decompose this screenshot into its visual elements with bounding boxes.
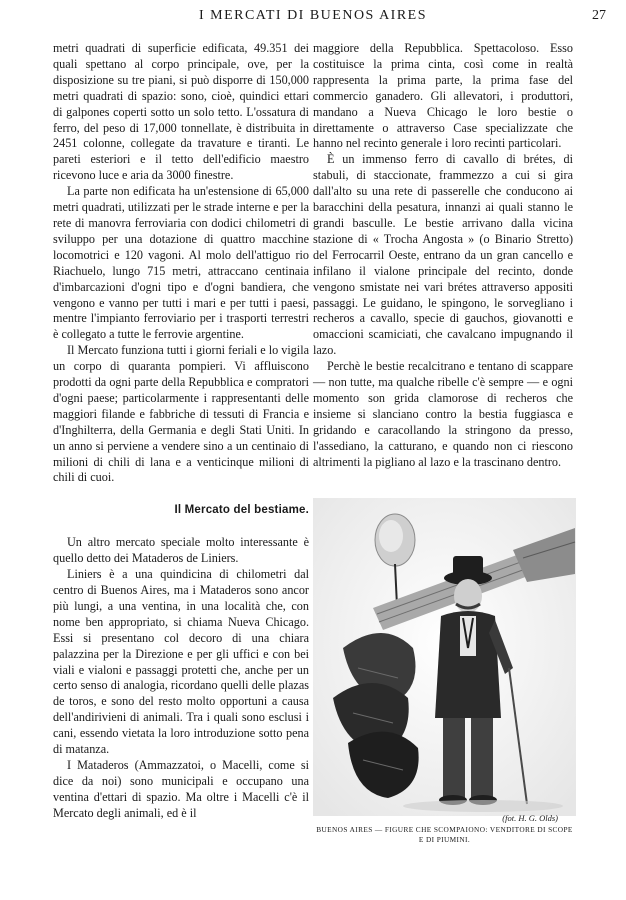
caption-line: E DI PIUMINI. — [418, 835, 471, 844]
paragraph: La parte non edificata ha un'estensione di 65,000 metri quadrati, utilizzati per le strade interne e per la rete di manovra ferroviaria con dodici chilometri di sviluppo per una dotazione di quattro macchine locomotrici e 120 vagoni. Al molo dell'attiguo rio Riachuelo, lungo 715 metri, attraccano centinaia d'imbarcazioni d'ogni tipo e d'ogni bandiera, che vengono e vanno per tutti i mari e per tutti i paesi, mentre l'impianto ferroviario per i trasporti terrestri è collegato a tutte le ferrovie argentine. — [53, 184, 309, 342]
section-heading: Il Mercato del bestiame. — [174, 504, 309, 517]
running-title: I MERCATI DI BUENOS AIRES — [198, 8, 428, 23]
running-header — [0, 8, 626, 30]
left-column — [53, 41, 309, 822]
paragraph: È un immenso ferro di cavallo di brétes, di stabuli, di staccionate, frammezzo a cui si gira dall'alto su una rete di passerelle che conducono ai baracchini della pesatura, innanzi ai quali stanno le grandi basculle. Le bestie arrivano dalla vicina stazione di « Trocha Angosta » (o Binario Stretto) del Ferrocarril Oeste, entrano da un gran cancello e infilano il vialone principale del recinto, donde vengono smistate nei vari brétes attraverso appositi passaggi. Le guidano, le spingono, le sorvegliano i recheros a cavallo, specie di gauchos, giovanotti e omaccioni scamiciati, che cavalcano impugnando il lazo. — [313, 152, 573, 358]
page-number: 27 — [592, 8, 606, 23]
figure-caption — [313, 825, 576, 845]
paragraph: Perchè le bestie recalcitrano e tentano di scappare — non tutte, ma qualche ribelle c'è sempre — e ogni momento son grida clamorose di recheros che insieme si slanciano contro la bestia fuggiasca e gridando e caracollando la stringono da presso, l'assediano, la catturano, e quando non ci riescono altrimenti la pigliano al lazo e la trascinano dentro. — [313, 359, 573, 469]
paragraph: I Mataderos (Ammazzatoi, o Macelli, come si dice da noi) sono municipali e occupano una ventina d'ettari di spazio. Ma oltre i Macelli c'è il Mercato degli animali, ed è il — [53, 757, 309, 820]
paragraph: maggiore della Repubblica. Spettacoloso. Esso costituisce la prima cinta, così come in realtà rappresenta la prima parte, la prima fase del commercio ganadero. Gli allevatori, i produttori, mandano a Nueva Chicago le loro bestie o direttamente o attraverso Case specializzate che hanno nel recinto generale i loro recinti particolari. — [313, 41, 573, 151]
paragraph: Liniers è a una quindicina di chilometri dal centro di Buenos Aires, ma i Mataderos sono ancor più lungi, a una ventina, in una località che, con nome ben appropriato, si chiama Nueva Chicago. Essi si presentano col decoro di una chiara palazzina per la Direzione e per gli uffici e con bei viali e vialoni e passaggi protetti che, anche per un certo senso di analogia, ricordano quelli delle plazas de toros, e sono del resto molto opportuni a causa dell'andirivieni di animali. Tra i quali sono esclusi i cani, essendo vietata la loro introduzione sotto pena di matanza. — [53, 567, 309, 757]
photo-credit: (fot. H. G. Olds) — [502, 813, 558, 823]
paragraph: metri quadrati di superficie edificata, 49.351 dei quali spettano al corpo principale, ove, per la disposizione su tre piani, si può disporre di 150,000 metri quadrati di spazio: sono, cioè, quindici ettari di galpones coperti sotto un solo tetto. L'ossatura di ferro, del peso di 17,000 tonnellate, è distribuita in 2451 colonne, collegate da travature e tiranti. Le pareti esteriori e il tetto dell'edificio maestro ricevono luce e aria da 3000 finestre. — [53, 41, 309, 183]
caption-line: BUENOS AIRES — FIGURE CHE SCOMPAIONO: VENDITORE DI SCOPE — [316, 825, 573, 834]
paragraph: Un altro mercato speciale molto interessante è quello detto dei Mataderos de Liniers. — [53, 535, 309, 566]
figure — [313, 498, 576, 853]
photo-broom-seller — [313, 498, 576, 816]
photo-illustration — [313, 498, 576, 816]
right-column — [313, 41, 573, 470]
paragraph: Il Mercato funziona tutti i giorni feriali e lo vigila un corpo di quaranta pompieri. Vi affluiscono prodotti da ogni parte della Repubblica e compratori d'ogni paese; particolarmente i rappresentanti delle maggiori filande e fabbriche di tessuti di Francia e d'Inghilterra, della Germania e degli Stati Uniti. In un anno si perviene a vendere sino a un centinaio di milioni di chili di lana e a venticinque milioni di chili di cuoi. — [53, 343, 309, 485]
